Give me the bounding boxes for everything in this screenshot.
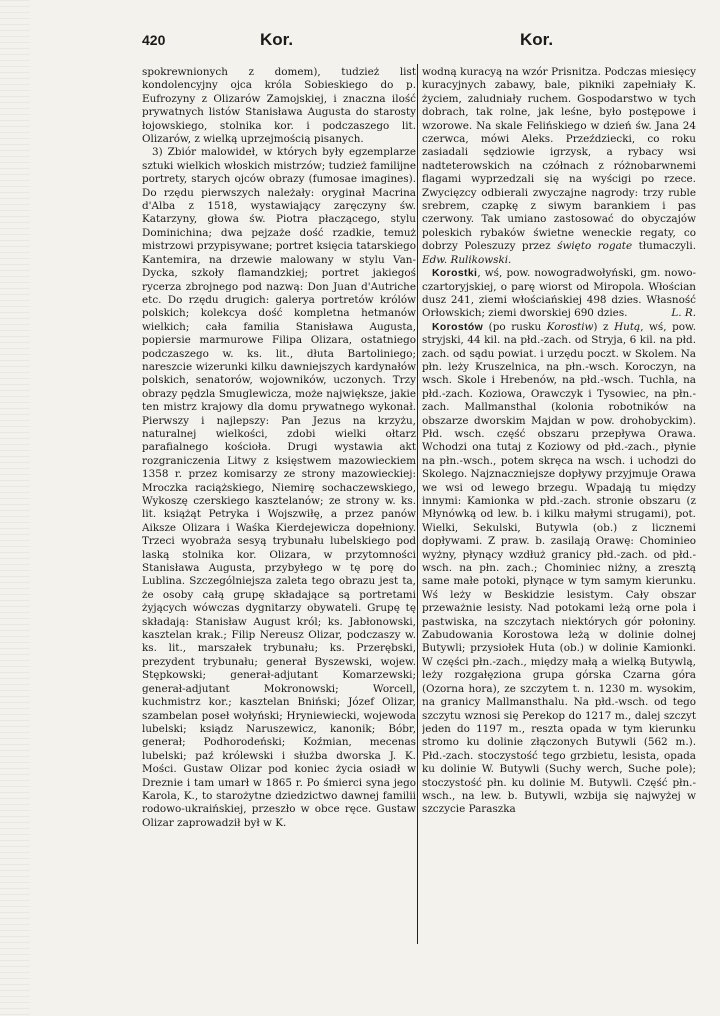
entry-head-korostow: Korostów [432,321,484,333]
right-column [422,66,696,946]
entry-italic-korostiw: Korostiw [546,320,594,333]
page-header [142,30,712,54]
entry-italic-huta: Hutą [614,320,641,333]
intro-end: tłumaczyli. [638,240,696,253]
running-head-right: Kor. [520,30,554,49]
left-paragraph-2: 3) Zbiór malowideł, w których były egzemplarze sztuki wielkich włoskich mistrzów; tudzież familijne portrety, starych ojców obrazy (fumosae imagines). Do rzędu pierwszych należały: oryginał Macrina d'Alba z 1518, wystawiający zaręczyny św. Katarzyny, głowa św. Piotra płaczącego, stylu Dominichina; dwa pejzaże dość rzadkie, temuż mistrzowi przypisywane; portret księcia tatarskiego Kantemira, na drzewie malowany w stylu Van-Dycka, szkoły flamandzkiej; portret jakiegoś rycerza zbrojnego pod nazwą: Don Juan d'Autriche etc. Do rzędu drugich: galerya portretów królów polskich; kolekcya dość kompletna hetmanów wielkich; cała familia Stanisława Augusta, popiersie marmurowe Filipa Olizara, ostatniego podczaszego w. ks. lit., dłuta Bartoliniego; nareszcie wizerunki kilku dawniejszych kardynałów polskich, senatorów, wojowników, uczonych. Trzy obrazy pędzla Smuglewicza, może największe, jakie ten mistrz krajowy dla domu prywatnego wykonał. Pierwszy i najlepszy: Pan Jezus na krzyżu, naturalnej wielkości, zdobi wielki ołtarz parafialnego kościoła. Drugi wystawia akt rozgraniczenia Litwy z księstwem mazowieckiem 1358 r. przez komisarzy ze strony mazowieckiej: Mroczka raciążskiego, Niemirę sochaczewskiego, Wykoszę czerskiego kasztelanów; ze strony w. ks. lit. książąt Petryka i Wojszwiłę, a przez panów Aiksze Olizara i Waśka Kierdejewicza dopełniony. Trzeci wyobraża sesyą trybunału lubelskiego pod laską stolnika kor. Olizara, w przytomności Stanisława Augusta, przybyłego w tę porę do Lublina. Szczególniejsza zaleta tego obrazu jest ta, że osoby całą grupę składające są portretami żyjących wówczas dygnitarzy obywateli. Grupę tę składają: Stanisław August król; ks. Jabłonowski, kasztelan krak.; Filip Nereusz Olizar, podczaszy w. ks. lit., marszałek trybunału; ks. Przerębski, prezydent trybunału; generał Byszewski, wojew. Stępkowski; generał-adjutant Komarzewski; generał-adjutant Mokronowski; Worcell, kuchmistrz kor.; kasztelan Bniński; Józef Olizar, szambelan poseł wołyński; Hryniewiecki, wojewoda lubelski; ksiądz Naruszewicz, kanonik; Bóbr, generał; Podhorodeński; Koźmian, mecenas lubelski; paź królewski i służba dworska J. K. Mości. Gustaw Olizar pod koniec życia osiadł w Dreznie i tam umarł w 1865 r. Po śmierci syna jego Karola, K., to starożytne dziedzictwo dawnej familii rodowo-ukraińskiej, przeszło w obce ręce. Gustaw Olizar zaprowadził był w K. [142,146,416,829]
left-paragraph-1: spokrewnionych z domem), tudzież list kondolencyjny ojca króla Sobieskiego do p. Eufrozyny z Olizarów Zamojskiej, i znaczna ilość prywatnych listów Stanisława Augusta do starosty łojowskiego, stolnika kor. i podczaszego lit. Olizarów, z wielką uprzejmością pisanych. [142,66,416,146]
intro-italic: święto rogate [557,240,633,253]
entry-korostki [422,267,696,321]
intro-signature: Edw. Rulikowski. [422,253,512,266]
entry-text-korostow: , wś, pow. stryjski, 44 kil. na płd.-zach. od Stryja, 6 kil. na płd. zach. od sądu powiat. i urzędu poczt. w Skolem. Na płn. leży Kruszelnica, na płn.-wsch. Koroczyn, na wsch. Skole i Hrebenów, na płd.-wsch. Tuchla, na płd.-zach. Koziowa, Orawczyk i Tysowiec, na płn.-zach. Mallmansthal (kolonia robotników na obszarze dworskim Majdan w pow. drohobyckim). Płd. wsch. część obszaru przepływa Orawa. Wchodzi ona tutaj z Koziowy od płd.-zach., płynie na płn.-wsch., potem skręca na wsch. i uchodzi do Skolego. Najznaczniejsze dopływy przyjmuje Orawa we wsi od lewego brzegu. Wpadają tu między innymi: Kamionka w płd.-zach. stronie obszaru (z Młynówką od lew. b. i kilku małymi strugami), pot. Wielki, Sekulski, Butywla (ob.) z licznemi dopływami. Z praw. b. zasilają Orawę: Chominieo wyżny, płynący wzdłuż granicy płd.-zach. od płd.-wsch. na płn. zach.; Chominiec niżny, a zresztą same małe potoki, płynące w tym samym kierunku. Wś leży w Beskidzie lesistym. Cały obszar przeważnie lesisty. Nad potokami leżą orne pola i pastwiska, na szczytach niektórych gór połoniny. Zabudowania Korostowa leżą w dolinie dolnej Butywli; przysiołek Huta (ob.) w dolinie Kamionki. W części płn.-zach., między małą a wielką Butywlą, leży rozgałęziona grupa górska Czarna góra (Ozorna hora), ze szczytem t. n. 1230 m. wysokim, na granicy Mallmansthalu. Na płd.-wsch. od tego szczytu wznosi się Perekop do 1217 m., dalej szczyt jeden do 1197 m., reszta opada w tym kierunku stromo ku dolinie złączonych Butywli (562 m.). Płd.-zach. stoczystość tego grzbietu, lesista, opada ku dolinie W. Butywli (Suchy werch, Suche pole); stoczystość płn. ku dolinie M. Butywli. Część płn.-wsch., na lew. b. Butywli, wzbija się najwyżej w szczycie Paraszka [422,320,696,816]
entry-korostow [422,321,696,817]
entry-signature-korostki: L. R. [671,307,696,320]
intro-text: wodną kuracyą na wzór Prisnitza. Podczas miesięcy kuracyjnych zabawy, bale, pikniki zapełniały K. życiem, zaludniały ruchem. Gospodarstwo w tych dobrach, tak rolne, jak leśne, było postępowe i wzorowe. Na skale Felińskiego w dzień św. Jana 24 czerwca, mówi Aleks. Przeździecki, co roku zasiadali sędziowie igrzysk, a rybacy wsi nadteterowskich na czółnach z różnobarwnemi flagami wyprzedzali się na wyścigi po rzece. Zwycięzcy odbierali zwyczajne nagrody: trzy ruble srebrem, czapkę z siwym barankiem i pas czerwony. Tak umiano zastosować do obyczajów poleskich rybaków świetne weneckie regaty, co dobrzy Poleszuzy przez [422,66,696,253]
column-divider [417,64,418,944]
running-head-left: Kor. [260,30,294,49]
entry-text-before-italic: (po rusku [483,320,547,333]
page-edge-shadow [0,0,30,1016]
entry-text-korostki: , wś, pow. nowogradwołyński, gm. nowo-czartoryjskiej, o parę wiorst od Miropola. Włościan dusz 241, ziemi włościańskiej 498 dzies. Własność Orłowskich; ziemi dworskiej 690 dzies. [422,267,696,320]
page-number: 420 [142,32,166,48]
entry-text-between: ) z [593,320,615,333]
left-column [142,66,416,946]
entry-head-korostki: Korostki [432,268,478,280]
right-intro-paragraph [422,66,696,267]
